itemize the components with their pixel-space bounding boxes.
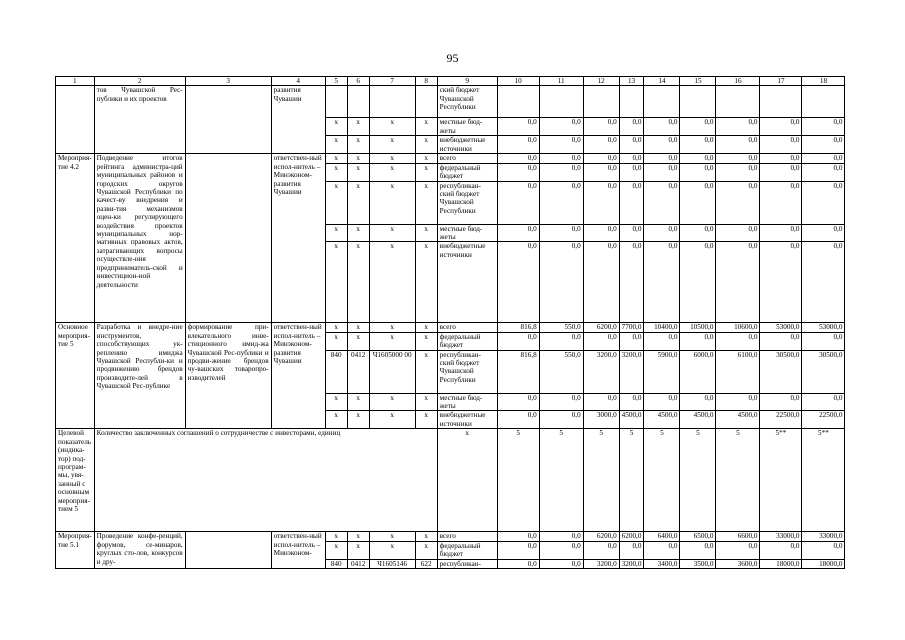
column-number: 13 <box>619 77 644 86</box>
column-number: 10 <box>497 77 539 86</box>
value-cell: 0,0 <box>716 136 760 154</box>
value-cell: 0,0 <box>497 154 539 163</box>
value-cell: 0,0 <box>802 136 845 154</box>
table-row <box>56 86 845 118</box>
value-cell: 0,0 <box>716 393 760 411</box>
table-row <box>56 323 845 332</box>
value-cell: 53000,0 <box>760 323 802 332</box>
indicator-value: 5 <box>583 429 619 532</box>
value-cell: 4500,0 <box>716 411 760 429</box>
value-cell: 0,0 <box>760 163 802 181</box>
value-cell: 22500,0 <box>802 411 845 429</box>
expected-result <box>185 154 271 323</box>
table-row <box>56 429 845 532</box>
value-cell: 3200,0 <box>583 559 619 568</box>
column-number: 8 <box>415 77 437 86</box>
code-cell: x <box>369 242 415 323</box>
value-cell: 6200,0 <box>619 532 644 541</box>
value-cell: 0,0 <box>716 332 760 350</box>
measure-description: тов Чувашской Рес-публики и их проектов <box>94 86 185 154</box>
column-number: 11 <box>539 77 583 86</box>
value-cell: 0,0 <box>497 224 539 242</box>
funding-source: внебюджетные источники <box>437 411 497 429</box>
value-cell: 0,0 <box>680 181 716 224</box>
code-cell: x <box>369 136 415 154</box>
code-cell: x <box>369 224 415 242</box>
value-cell: 0,0 <box>644 332 680 350</box>
value-cell: 0,0 <box>619 181 644 224</box>
code-cell: x <box>347 323 369 332</box>
value-cell: 0,0 <box>802 181 845 224</box>
column-number: 7 <box>369 77 415 86</box>
value-cell <box>716 86 760 118</box>
executor: ответствен-ный испол-нитель – Минэконом- <box>271 532 325 569</box>
indicator-x: x <box>437 429 497 532</box>
value-cell <box>680 86 716 118</box>
value-cell: 0,0 <box>583 118 619 136</box>
code-cell: x <box>325 393 347 411</box>
value-cell: 0,0 <box>802 118 845 136</box>
value-cell: 0,0 <box>680 136 716 154</box>
value-cell: 0,0 <box>644 224 680 242</box>
value-cell: 0,0 <box>680 332 716 350</box>
code-cell: x <box>347 224 369 242</box>
value-cell: 0,0 <box>680 163 716 181</box>
column-number: 9 <box>437 77 497 86</box>
code-cell: x <box>347 411 369 429</box>
value-cell: 0,0 <box>497 136 539 154</box>
budget-table <box>55 76 845 569</box>
value-cell: 0,0 <box>497 242 539 323</box>
value-cell: 0,0 <box>497 332 539 350</box>
measure-description: Подведение итогов рейтинга администра-ций муниципальных районов и городских округов Чувашской Республики по качест-ву внедрения и разви-тия механизмов оцен-ки регулирующего воздействия проектов муниципальных нор-мативных правовых актов, затрагивающих вопросы осуществле-ния предприниматель-ской и инвестицион-ной деятельности <box>94 154 185 323</box>
value-cell: 0,0 <box>539 541 583 559</box>
value-cell: 0,0 <box>680 242 716 323</box>
value-cell: 0,0 <box>539 242 583 323</box>
value-cell: 0,0 <box>583 181 619 224</box>
value-cell: 0,0 <box>539 332 583 350</box>
funding-source: ский бюджет Чувашской Республики <box>437 86 497 118</box>
code-cell: Ч1605146 <box>369 559 415 568</box>
code-cell <box>347 86 369 118</box>
value-cell: 0,0 <box>644 541 680 559</box>
value-cell: 0,0 <box>583 541 619 559</box>
code-cell: x <box>347 242 369 323</box>
code-cell: x <box>347 136 369 154</box>
code-cell: x <box>415 411 437 429</box>
indicator-value: 5** <box>802 429 845 532</box>
code-cell: x <box>325 332 347 350</box>
value-cell: 33000,0 <box>802 532 845 541</box>
code-cell: x <box>415 136 437 154</box>
code-cell: x <box>325 136 347 154</box>
code-cell: x <box>415 163 437 181</box>
page-number: 95 <box>446 51 459 65</box>
value-cell: 0,0 <box>760 242 802 323</box>
value-cell: 816,8 <box>497 350 539 393</box>
value-cell: 4500,0 <box>680 411 716 429</box>
code-cell: x <box>347 163 369 181</box>
table-row <box>56 532 845 541</box>
value-cell: 0,0 <box>644 242 680 323</box>
indicator-value: 5 <box>716 429 760 532</box>
value-cell: 0,0 <box>539 532 583 541</box>
value-cell: 6600,0 <box>716 532 760 541</box>
funding-source: республикан-ский бюджет Чувашской Республики <box>437 350 497 393</box>
value-cell: 0,0 <box>802 393 845 411</box>
funding-source: республикан-ский бюджет Чувашской Республики <box>437 181 497 224</box>
value-cell: 0,0 <box>497 559 539 568</box>
code-cell: x <box>369 163 415 181</box>
value-cell: 0,0 <box>539 559 583 568</box>
value-cell: 33000,0 <box>760 532 802 541</box>
value-cell: 816,8 <box>497 323 539 332</box>
code-cell: x <box>415 323 437 332</box>
value-cell: 0,0 <box>583 224 619 242</box>
code-cell: x <box>325 224 347 242</box>
value-cell: 18000,0 <box>802 559 845 568</box>
header-row <box>56 77 845 86</box>
code-cell: Ч1605000 00 <box>369 350 415 393</box>
code-cell: 840 <box>325 350 347 393</box>
indicator-value: 5 <box>619 429 644 532</box>
funding-source: местные бюд-жеты <box>437 224 497 242</box>
column-number: 12 <box>583 77 619 86</box>
measure-description: Проведение конфе-ренций, форумов, се-минаров, круглых сто-лов, конкурсов и дру- <box>94 532 185 569</box>
value-cell <box>802 86 845 118</box>
column-number: 17 <box>760 77 802 86</box>
value-cell: 0,0 <box>583 393 619 411</box>
value-cell: 0,0 <box>760 332 802 350</box>
indicator-text: Количество заключенных соглашений о сотрудничестве с инвесторами, единиц <box>94 429 437 532</box>
value-cell: 18000,0 <box>760 559 802 568</box>
value-cell: 0,0 <box>680 541 716 559</box>
value-cell: 0,0 <box>760 118 802 136</box>
value-cell: 0,0 <box>539 393 583 411</box>
value-cell: 0,0 <box>760 136 802 154</box>
code-cell: x <box>347 154 369 163</box>
value-cell <box>497 86 539 118</box>
code-cell <box>415 86 437 118</box>
value-cell: 0,0 <box>680 118 716 136</box>
value-cell: 3200,0 <box>619 559 644 568</box>
code-cell: x <box>415 154 437 163</box>
value-cell: 0,0 <box>619 393 644 411</box>
value-cell: 0,0 <box>716 224 760 242</box>
value-cell: 0,0 <box>644 393 680 411</box>
value-cell: 5900,0 <box>644 350 680 393</box>
column-number: 2 <box>94 77 185 86</box>
expected-result <box>185 532 271 569</box>
value-cell: 0,0 <box>497 411 539 429</box>
code-cell: 0412 <box>347 559 369 568</box>
funding-source: местные бюд-жеты <box>437 393 497 411</box>
code-cell: x <box>325 181 347 224</box>
code-cell: x <box>415 541 437 559</box>
value-cell: 0,0 <box>644 136 680 154</box>
value-cell: 53000,0 <box>802 323 845 332</box>
value-cell: 6500,0 <box>680 532 716 541</box>
column-number: 3 <box>185 77 271 86</box>
value-cell: 3200,0 <box>619 350 644 393</box>
funding-source: всего <box>437 323 497 332</box>
value-cell: 7700,0 <box>619 323 644 332</box>
value-cell: 0,0 <box>619 541 644 559</box>
code-cell: x <box>347 181 369 224</box>
value-cell: 6400,0 <box>644 532 680 541</box>
measure-label: Основное мероприя-тие 5 <box>56 323 95 429</box>
value-cell: 0,0 <box>644 118 680 136</box>
value-cell: 3600,0 <box>716 559 760 568</box>
value-cell: 3200,0 <box>583 350 619 393</box>
value-cell: 0,0 <box>760 393 802 411</box>
value-cell: 4500,0 <box>644 411 680 429</box>
code-cell: x <box>415 181 437 224</box>
value-cell: 22500,0 <box>760 411 802 429</box>
value-cell: 0,0 <box>497 181 539 224</box>
indicator-value: 5 <box>497 429 539 532</box>
value-cell: 0,0 <box>539 154 583 163</box>
column-number: 1 <box>56 77 95 86</box>
value-cell: 0,0 <box>619 242 644 323</box>
value-cell: 550,0 <box>539 323 583 332</box>
indicator-value: 5** <box>760 429 802 532</box>
value-cell: 4500,0 <box>619 411 644 429</box>
code-cell: x <box>347 393 369 411</box>
value-cell: 0,0 <box>497 532 539 541</box>
value-cell: 6100,0 <box>716 350 760 393</box>
value-cell: 3500,0 <box>680 559 716 568</box>
value-cell: 0,0 <box>760 224 802 242</box>
code-cell: 0412 <box>347 350 369 393</box>
code-cell: x <box>325 154 347 163</box>
indicator-value: 5 <box>539 429 583 532</box>
value-cell: 0,0 <box>539 181 583 224</box>
value-cell: 0,0 <box>497 541 539 559</box>
value-cell: 0,0 <box>802 541 845 559</box>
funding-source: федеральный бюджет <box>437 332 497 350</box>
code-cell: 622 <box>415 559 437 568</box>
code-cell: x <box>415 532 437 541</box>
funding-source: всего <box>437 532 497 541</box>
value-cell: 6200,0 <box>583 532 619 541</box>
value-cell: 0,0 <box>583 242 619 323</box>
code-cell: x <box>369 154 415 163</box>
executor: ответствен-ный испол-нитель – Минэконом-развития Чувашии <box>271 154 325 323</box>
value-cell <box>619 86 644 118</box>
funding-source: всего <box>437 154 497 163</box>
code-cell: x <box>415 242 437 323</box>
value-cell <box>644 86 680 118</box>
value-cell: 0,0 <box>619 224 644 242</box>
value-cell: 0,0 <box>619 136 644 154</box>
executor: развития Чувашии <box>271 86 325 154</box>
column-number: 16 <box>716 77 760 86</box>
code-cell <box>325 86 347 118</box>
code-cell: x <box>369 541 415 559</box>
value-cell: 0,0 <box>539 411 583 429</box>
value-cell: 0,0 <box>680 393 716 411</box>
value-cell: 0,0 <box>802 242 845 323</box>
value-cell: 10500,0 <box>680 323 716 332</box>
code-cell: x <box>347 332 369 350</box>
value-cell: 0,0 <box>619 154 644 163</box>
column-number: 14 <box>644 77 680 86</box>
value-cell: 3000,0 <box>583 411 619 429</box>
indicator-label: Целевой показатель (индика-тор) под-програм-мы, увя-занный с основным мероприя-тием 5 <box>56 429 95 532</box>
value-cell: 0,0 <box>583 154 619 163</box>
value-cell: 0,0 <box>539 224 583 242</box>
funding-source: федеральный бюджет <box>437 541 497 559</box>
measure-label: Мероприя-тие 4.2 <box>56 154 95 323</box>
code-cell: x <box>325 323 347 332</box>
value-cell: 0,0 <box>760 154 802 163</box>
code-cell: x <box>415 332 437 350</box>
code-cell: x <box>369 181 415 224</box>
value-cell: 10400,0 <box>644 323 680 332</box>
value-cell: 0,0 <box>760 541 802 559</box>
value-cell: 30500,0 <box>760 350 802 393</box>
value-cell: 10600,0 <box>716 323 760 332</box>
value-cell: 0,0 <box>497 118 539 136</box>
measure-description: Разработка и внедре-ние инструментов, способствующих ук-реплению имиджа Чувашской Республи-ки и продвижению брендов производите-лей в Чувашской Рес-публике <box>94 323 185 429</box>
column-number: 18 <box>802 77 845 86</box>
value-cell: 0,0 <box>583 163 619 181</box>
table-row <box>56 154 845 163</box>
funding-source: местные бюд-жеты <box>437 118 497 136</box>
code-cell: x <box>369 532 415 541</box>
value-cell: 0,0 <box>802 224 845 242</box>
value-cell: 0,0 <box>680 154 716 163</box>
funding-source: федеральный бюджет <box>437 163 497 181</box>
value-cell: 0,0 <box>802 154 845 163</box>
code-cell: x <box>325 242 347 323</box>
funding-source: внебюджетные источники <box>437 136 497 154</box>
value-cell: 0,0 <box>583 332 619 350</box>
value-cell: 0,0 <box>716 154 760 163</box>
code-cell: x <box>347 532 369 541</box>
code-cell: x <box>347 118 369 136</box>
value-cell: 0,0 <box>644 163 680 181</box>
code-cell: x <box>325 118 347 136</box>
funding-source: республикан- <box>437 559 497 568</box>
value-cell <box>760 86 802 118</box>
code-cell: x <box>369 118 415 136</box>
value-cell: 0,0 <box>716 163 760 181</box>
value-cell <box>539 86 583 118</box>
column-number: 15 <box>680 77 716 86</box>
value-cell <box>583 86 619 118</box>
value-cell: 3400,0 <box>644 559 680 568</box>
value-cell: 0,0 <box>680 224 716 242</box>
value-cell: 0,0 <box>716 118 760 136</box>
value-cell: 0,0 <box>760 181 802 224</box>
value-cell: 0,0 <box>644 154 680 163</box>
value-cell: 0,0 <box>802 332 845 350</box>
measure-label <box>56 86 95 154</box>
code-cell: x <box>415 118 437 136</box>
column-number: 5 <box>325 77 347 86</box>
funding-source: внебюджетные источники <box>437 242 497 323</box>
value-cell: 0,0 <box>539 136 583 154</box>
code-cell: 840 <box>325 559 347 568</box>
value-cell: 0,0 <box>619 163 644 181</box>
value-cell: 0,0 <box>619 332 644 350</box>
code-cell: x <box>415 350 437 393</box>
value-cell: 0,0 <box>716 181 760 224</box>
column-number: 6 <box>347 77 369 86</box>
code-cell: x <box>369 323 415 332</box>
value-cell: 0,0 <box>644 181 680 224</box>
indicator-value: 5 <box>680 429 716 532</box>
expected-result <box>185 86 271 154</box>
value-cell: 0,0 <box>716 541 760 559</box>
value-cell: 6200,0 <box>583 323 619 332</box>
value-cell: 6000,0 <box>680 350 716 393</box>
code-cell: x <box>369 332 415 350</box>
expected-result: формирование при-влекательного инве-стиционного имид-жа Чувашской Рес-публики и продви-жение брендов чу-вашских товаропро-изводителей <box>185 323 271 429</box>
value-cell: 0,0 <box>539 118 583 136</box>
measure-label: Мероприя-тие 5.1 <box>56 532 95 569</box>
code-cell: x <box>325 541 347 559</box>
code-cell: x <box>415 393 437 411</box>
indicator-value: 5 <box>644 429 680 532</box>
value-cell: 0,0 <box>539 163 583 181</box>
value-cell: 30500,0 <box>802 350 845 393</box>
value-cell: 0,0 <box>497 163 539 181</box>
code-cell: x <box>347 541 369 559</box>
code-cell: x <box>369 393 415 411</box>
column-number: 4 <box>271 77 325 86</box>
code-cell: x <box>415 224 437 242</box>
value-cell: 0,0 <box>583 136 619 154</box>
code-cell: x <box>369 411 415 429</box>
executor: ответствен-ный испол-нитель – Минэконом-развития Чувашии <box>271 323 325 429</box>
code-cell: x <box>325 532 347 541</box>
value-cell: 0,0 <box>716 242 760 323</box>
code-cell: x <box>325 411 347 429</box>
value-cell: 0,0 <box>619 118 644 136</box>
code-cell <box>369 86 415 118</box>
value-cell: 550,0 <box>539 350 583 393</box>
code-cell: x <box>325 163 347 181</box>
value-cell: 0,0 <box>802 163 845 181</box>
value-cell: 0,0 <box>497 393 539 411</box>
